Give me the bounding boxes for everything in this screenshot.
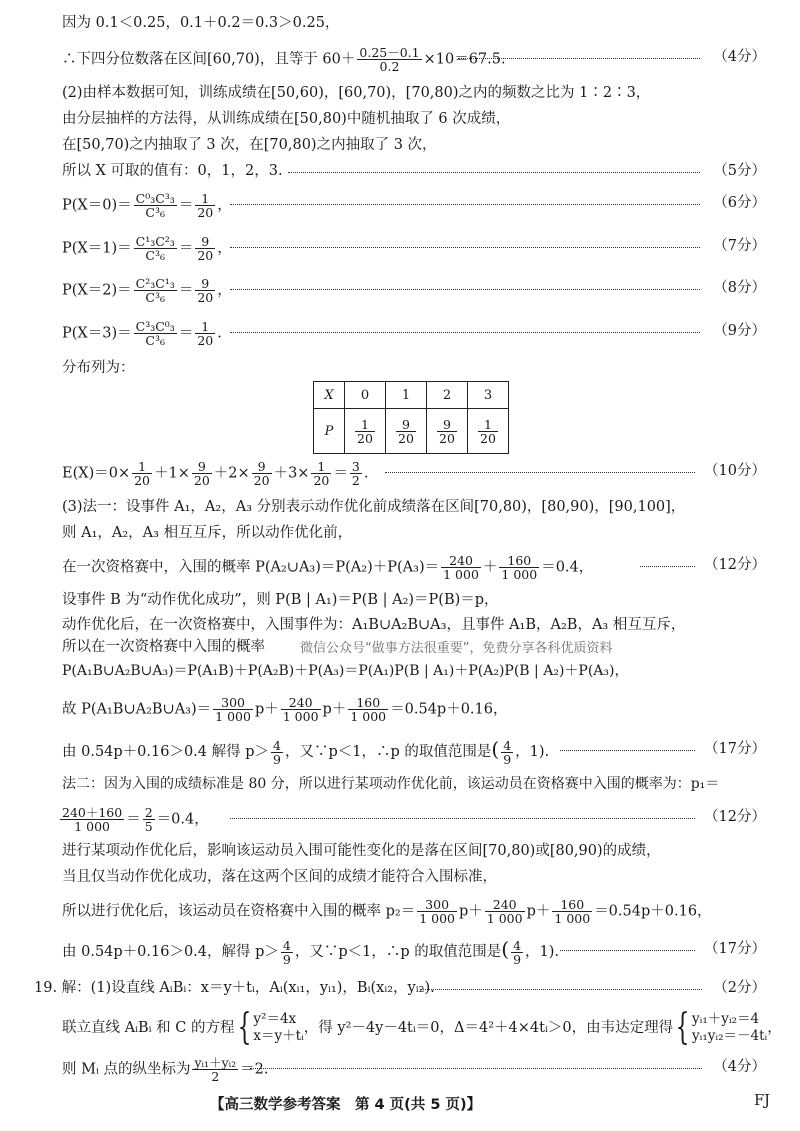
line: 由分层抽样的方法得，从训练成绩在[50,80)中随机抽取了 6 次成绩， <box>62 111 511 127</box>
line: (3)法一：设事件 A₁，A₂，A₃ 分别表示动作优化前成绩落在区间[70,80)，[80,90)，[90,100]， <box>62 499 686 515</box>
line: 当且仅当动作优化成功，落在这两个区间的成绩才能符合入围标准， <box>62 869 497 885</box>
table-cell: $\frac{9}{20}$ <box>427 409 468 454</box>
line: 所以 X 可取的值有：0，1，2，3. （5分） <box>0 160 800 182</box>
leader-dots <box>230 235 700 248</box>
probability-line: P(X＝2)＝ $\frac{\text{C²₃C¹₃}}{\text{C³₆}}$ ＝ $\frac{9}{20}$ ， （8分） <box>62 276 766 305</box>
table-cell: $\frac{1}{20}$ <box>345 409 386 454</box>
line: P(A₁B∪A₂B∪A₃)＝P(A₁B)＋P(A₂B)＋P(A₃)＝P(A₁)P(B | A₁)＋P(A₂)P(B | A₂)＋P(A₃)， <box>62 663 629 679</box>
table-cell: 1 <box>386 382 427 409</box>
score-mark: （2分） <box>713 980 766 996</box>
score-mark: （17分） <box>704 941 766 957</box>
table-cell: $\frac{1}{20}$ <box>468 409 509 454</box>
score-mark: （9分） <box>713 323 766 339</box>
expectation-line: E(X)＝0× $\frac{1}{20}$ ＋1× $\frac{9}{20}$ ＋2× $\frac{9}{20}$ ＋3× $\frac{1}{20}$ ＝ $\frac{3}{2}$ . （10分） <box>62 459 766 488</box>
score-mark: （4分） <box>713 1059 766 1075</box>
leader-dots <box>560 738 695 751</box>
score-mark: （4分） <box>713 49 766 65</box>
line: 进行某项动作优化后，影响该运动员入围可能性变化的是落在区间[70,80)或[80,90)的成绩， <box>62 843 661 859</box>
line: (2)由样本数据可知，训练成绩在[50,60)，[60,70)，[70,80)之内的频数之比为 1∶2∶3， <box>62 85 651 101</box>
probability-line: P(X＝1)＝ $\frac{\text{C¹₃C²₃}}{\text{C³₆}}$ ＝ $\frac{9}{20}$ ， （7分） <box>62 234 766 263</box>
table-cell: $\frac{9}{20}$ <box>386 409 427 454</box>
leader-dots <box>230 320 700 333</box>
table-cell: 0 <box>345 382 386 409</box>
probability-line: P(X＝0)＝ $\frac{\text{C⁰₃C³₃}}{\text{C³₆}}$ ＝ $\frac{1}{20}$ ， （6分） <box>62 191 766 220</box>
line: 则 A₁，A₂，A₃ 相互互斥，所以动作优化前， <box>62 525 353 541</box>
line: 联立直线 AᵢBᵢ 和 C 的方程{ y²＝4x x＝y＋tᵢ ，得 y²－4y－4tᵢ＝0，Δ＝4²＋4×4tᵢ＞0，由韦达定理得{ yᵢ₁＋yᵢ₂＝4 yᵢ₁yᵢ₂＝－4tᵢ ， <box>62 1007 782 1048</box>
score-mark: （12分） <box>704 557 766 573</box>
leader-dots <box>288 160 700 173</box>
score-mark: （8分） <box>713 280 766 296</box>
line: 所以在一次资格赛中入围的概率 <box>62 639 265 655</box>
probability-line: P(X＝3)＝ $\frac{\text{C³₃C⁰₃}}{\text{C³₆}}$ ＝ $\frac{1}{20}$ . （9分） <box>62 319 766 348</box>
line: 所以进行优化后，该运动员在资格赛中入围的概率 p₂＝ $\frac{300}{1 000}$ p＋ $\frac{240}{1 000}$ p＋ $\frac{160}{1 000}$ ＝0.54p＋0.16， <box>62 897 712 926</box>
line: 由 0.54p＋0.16＞0.4 解得 p＞ $\frac{4}{9}$ ，又∵p＜1，∴p 的取值范围是( $\frac{4}{9}$ ，1). （17分） <box>62 737 766 767</box>
leader-dots <box>230 806 695 819</box>
table-cell: 2 <box>427 382 468 409</box>
line: 分布列为： <box>62 360 135 376</box>
leader-dots <box>250 1056 702 1069</box>
line: 法二：因为入围的成绩标准是 80 分，所以进行某项动作优化前，该运动员在资格赛中入围的概率为：p₁＝ <box>62 776 720 792</box>
score-mark: （17分） <box>704 741 766 757</box>
leader-dots <box>230 277 700 290</box>
score-mark: （7分） <box>713 238 766 254</box>
score-mark: （10分） <box>704 463 766 479</box>
score-mark: （5分） <box>713 163 766 179</box>
table-cell: X <box>314 382 345 409</box>
leader-dots <box>230 192 700 205</box>
table-cell: 3 <box>468 382 509 409</box>
score-mark: （6分） <box>713 195 766 211</box>
leader-dots <box>385 460 695 473</box>
page-footer <box>0 1093 800 1117</box>
line: 动作优化后，在一次资格赛中，入围事件为：A₁B∪A₂B∪A₃，且事件 A₁B，A₂B，A₃ 相互互斥， <box>62 617 686 633</box>
leader-dots <box>458 46 700 59</box>
leader-dots <box>420 977 702 990</box>
line: 在[50,70)之内抽取了 3 次，在[70,80)之内抽取了 3 次， <box>62 137 437 153</box>
table-cell: P <box>314 409 345 454</box>
table-row <box>314 382 509 409</box>
distribution-table <box>313 381 509 454</box>
table-row <box>314 409 509 454</box>
line: $\frac{240+160}{1 000}$ ＝ $\frac{2}{5}$ ＝0.4， （12分） <box>62 805 766 834</box>
line: 则 Mᵢ 点的纵坐标为 $\frac{\text{yᵢ₁＋yᵢ₂}}{2}$ ＝2. （4分） <box>62 1055 766 1084</box>
watermark-text: 微信公众号“做事方法很重要”，免费分享各科优质资料 <box>300 641 613 656</box>
line: 故 P(A₁B∪A₂B∪A₃)＝ $\frac{300}{1 000}$ p＋ $\frac{240}{1 000}$ p＋ $\frac{160}{1 000}$ ＝0.54p＋0.16， <box>62 695 508 724</box>
fraction: $\frac{0.25-0.1}{0.2}$ <box>359 45 420 74</box>
line: 由 0.54p＋0.16＞0.4，解得 p＞ $\frac{4}{9}$ ，又∵p＜1，∴p 的取值范围是( $\frac{4}{9}$ ，1). （17分） <box>62 937 766 967</box>
line: 因为 0.1＜0.25，0.1＋0.2＝0.3＞0.25， <box>62 15 340 31</box>
leader-dots <box>560 938 695 951</box>
score-mark: （12分） <box>704 809 766 825</box>
line: 19. 解：(1)设直线 AᵢBᵢ：x＝y＋tᵢ，Aᵢ(xᵢ₁，yᵢ₁)，Bᵢ(xᵢ₂，yᵢ₂). （2分） <box>0 977 800 999</box>
footer-title: 【高三数学参考答案 第 4 页(共 5 页)】 <box>210 1097 482 1113</box>
footer-code: FJ <box>754 1093 770 1109</box>
line: ∴下四分位数落在区间[60,70)，且等于 60＋ $\frac{0.25-0.1}{0.2}$ ×10＝67.5. （4分） <box>62 45 766 74</box>
line: 设事件 B 为“动作优化成功”，则 P(B | A₁)＝P(B | A₂)＝P(B)＝p， <box>62 592 499 608</box>
line: 在一次资格赛中，入围的概率 P(A₂∪A₃)＝P(A₂)＋P(A₃)＝ $\frac{240}{1 000}$ ＋ $\frac{160}{1 000}$ ＝0.4， （12分） <box>62 553 766 582</box>
leader-dots <box>640 554 695 567</box>
